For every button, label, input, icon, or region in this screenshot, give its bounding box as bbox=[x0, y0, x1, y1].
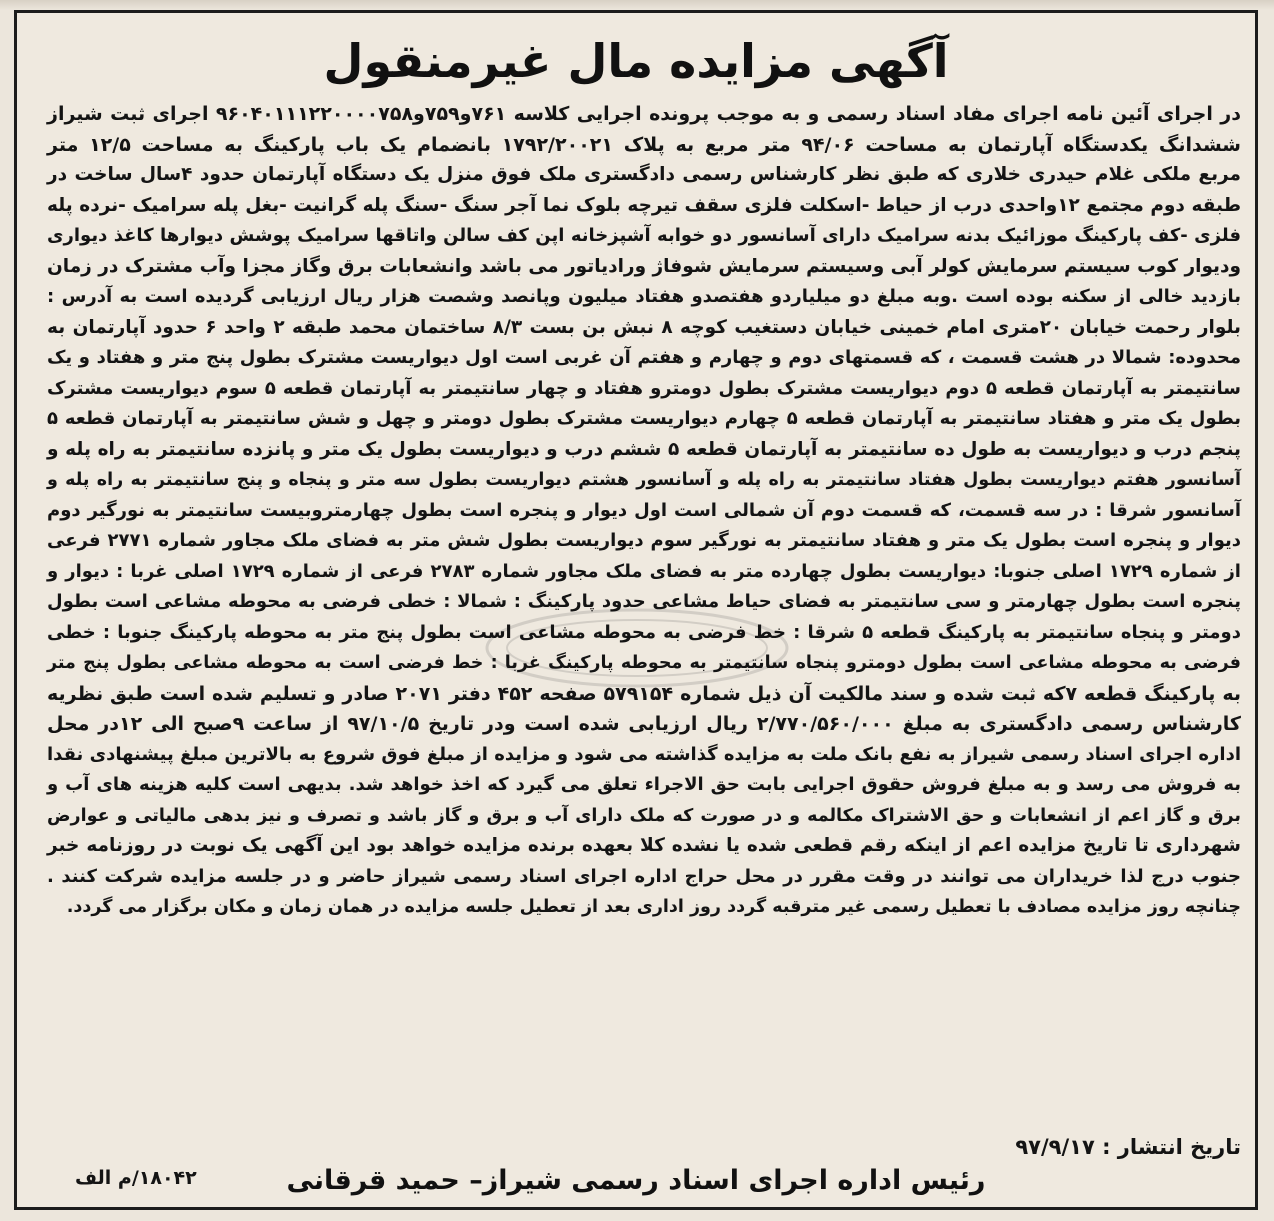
notice-line: پنجره است بطول چهارمتر و سی سانتیمتر به فضای حیاط مشاعی حدود پارکینگ : شمالا : خطی فرضی به محوطه مشاعی است بطول bbox=[47, 591, 1241, 612]
notice-line: مربع ملکی غلام حیدری خلاری که طبق نظر کارشناس رسمی دادگستری ملک فوق منزل یک دستگاه آپارتمان حدود ۴سال ساخت در bbox=[47, 164, 1241, 185]
notice-line: کارشناس رسمی دادگستری به مبلغ ۲/۷۷۰/۵۶۰/۰۰۰ ریال ارزیابی شده است ودر تاریخ ۹۷/۱۰/۵ از ساعت ۹صبح الی ۱۲در محل bbox=[47, 713, 1241, 735]
publish-date: تاریخ انتشار : ۹۷/۹/۱۷ bbox=[1015, 1135, 1241, 1159]
notice-line: اداره اجرای اسناد رسمی شیراز به نفع بانک ملت به مزایده گذاشته می شود و مزایده از مبلغ فوق شروع به بالاترین مبلغ پیشنهادی نقدا bbox=[47, 743, 1241, 765]
notice-line: بازدید خالی از سکنه بوده است .وبه مبلغ دو میلیاردو هفتصدو هفتاد میلیون وپانصد وشصت هزار ریال ارزیابی گردیده است به آدرس : bbox=[47, 286, 1241, 307]
notice-line: طبقه دوم مجتمع ۱۲واحدی درب از حیاط -اسکلت فلزی سقف تیرچه بلوک نما آجر سنگ -سنگ پله گرانیت -بغل پله سرامیک -نرده پله bbox=[47, 194, 1242, 216]
notice-line: به فروش می رسد و به مبلغ فروش حقوق اجرایی بابت حق الاجراء تعلق می گیرد که اخذ خواهد شد. بدیهی است کلیه هزینه های آب و bbox=[47, 774, 1241, 795]
notice-code: ۱۸۰۴۲/م الف bbox=[75, 1167, 197, 1189]
notice-line: از شماره ۱۷۲۹ اصلی جنوبا: دیواریست بطول چهارده متر به فضای ملک مجاور شماره ۲۷۸۳ فرعی از شماره ۱۷۲۹ اصلی غربا : دیوار و bbox=[47, 560, 1241, 582]
notice-line: چنانچه روز مزایده مصادف با تعطیل رسمی غیر مترقبه گردد روز اداری بعد از تعطیل جلسه مزایده در همان زمان و مکان برگزار می گردد. bbox=[66, 897, 1241, 917]
notice-line: سانتیمتر به آپارتمان قطعه ۵ دوم دیواریست مشترک بطول دومترو هفتاد و چهار سانتیمتر به آپارتمان قطعه ۵ سوم دیواریست مشترک bbox=[47, 377, 1241, 399]
notice-line: به پارکینگ قطعه ۷که ثبت شده و سند مالکیت آن ذیل شماره ۵۷۹۱۵۴ صفحه ۴۵۲ دفتر ۲۰۷۱ صادر و تسلیم شده است طبق نظریه bbox=[47, 682, 1242, 705]
notice-line: شهرداری تا تاریخ مزایده اعم از اینکه رقم قطعی شده یا نشده کلا بعهده برنده مزایده خواهد بود این آگهی یک نوبت در روزنامه خبر bbox=[47, 835, 1241, 856]
notice-line: دومتر و پنجاه سانتیمتر به پارکینگ قطعه ۵ شرقا : خط فرضی به محوطه مشاعی است بطول پنج متر به محوطه پارکینگ جنوبا : خطی bbox=[47, 621, 1241, 643]
notice-line: جنوب درج لذا خریداران می توانند در وقت مقرر در محل حراج اداره اجرای اسناد رسمی شیراز حاضر و در جلسه مزایده شرکت کنند . bbox=[47, 865, 1241, 887]
notice-line: در اجرای آئین نامه اجرای مفاد اسناد رسمی و به موجب پرونده اجرایی کلاسه ۷۶۱و۷۵۹و۹۶۰۴۰۱۱۱۲۲۰۰۰۰۷۵۸ اجرای ثبت شیراز bbox=[47, 103, 1241, 125]
notice-line: فرضی به محوطه مشاعی است بطول دومترو پنجاه سانتیمتر به محوطه پارکینگ غربا : خط فرضی است به محوطه مشاعی بطول پنج متر bbox=[47, 653, 1241, 673]
notice-line: فلزی -کف پارکینگ موزائیک بدنه سرامیک دارای آسانسور دو خوابه آشپزخانه اپن کف سالن واتاقها سرامیک پوشش دیوارها کاغذ دیواری bbox=[47, 225, 1241, 246]
notice-line: آسانسور هفتم دیواریست بطول هفتاد سانتیمتر به راه پله و آسانسور هشتم دیواریست بطول سه متر و پنجاه و پنج سانتیمتر به راه پله و bbox=[47, 470, 1241, 490]
notice-line: دیوار و پنجره است بطول یک متر و هفتاد سانتیمتر به نورگیر سوم دیواریست بطول شش متر به فضای ملک مجاور شماره ۲۷۷۱ فرعی bbox=[47, 530, 1241, 551]
notice-line: محدوده: شمالا در هشت قسمت ، که قسمتهای دوم و چهارم و هفتم آن غربی است اول دیواریست مشترک بطول پنج متر و هفتاد و یک bbox=[47, 347, 1241, 368]
notice-line: بطول یک متر و هفتاد سانتیمتر به آپارتمان قطعه ۵ چهارم دیواریست مشترک بطول دومتر و چهل و شش سانتیمتر به آپارتمان قطعه ۵ bbox=[47, 408, 1241, 429]
notice-line: برق و گاز اعم از انشعابات و حق الاشتراک مکالمه و در صورت که ملک دارای آب و برق و گاز باشد و تصرف و نیز بدهی مالیاتی و عوارض bbox=[47, 805, 1241, 826]
notice-line: آسانسور شرقا : در سه قسمت، که قسمت دوم آن شمالی است اول دیوار و پنجره است بطول چهارمتروبیست سانتیمتر به نورگیر دوم bbox=[47, 499, 1241, 521]
notice-line: ودیوار کوب سیستم سرمایش کولر آبی وسیستم سرمایش شوفاژ ورادیاتور می باشد وانشعابات برق وگاز مجزا وآب مشترک در زمان bbox=[46, 255, 1241, 277]
signature-line: رئیس اداره اجرای اسناد رسمی شیراز– حمید قرقانی bbox=[286, 1165, 986, 1196]
notice-body bbox=[47, 99, 1241, 923]
notice-line: ششدانگ یکدستگاه آپارتمان به مساحت ۹۴/۰۶ متر مربع به پلاک ۱۷۹۲/۲۰۰۲۱ بانضمام یک باب پارکینگ به مساحت ۱۲/۵ متر bbox=[47, 133, 1241, 156]
notice-line: بلوار رحمت خیابان ۲۰متری امام خمینی خیابان دستغیب کوچه ۸ نبش بن بست ۸/۳ ساختمان محمد طبقه ۲ واحد ۶ حدود آپارتمان به bbox=[47, 316, 1241, 338]
page-top-edge bbox=[0, 0, 1274, 10]
notice-line: پنجم درب و دیواریست به طول ده سانتیمتر به آپارتمان قطعه ۵ ششم درب و دیواریست بطول یک متر و پانزده سانتیمتر به راه پله و bbox=[47, 438, 1242, 460]
auction-notice bbox=[14, 10, 1258, 1210]
notice-title: آگهی مزایده مال غیرمنقول bbox=[323, 34, 949, 88]
